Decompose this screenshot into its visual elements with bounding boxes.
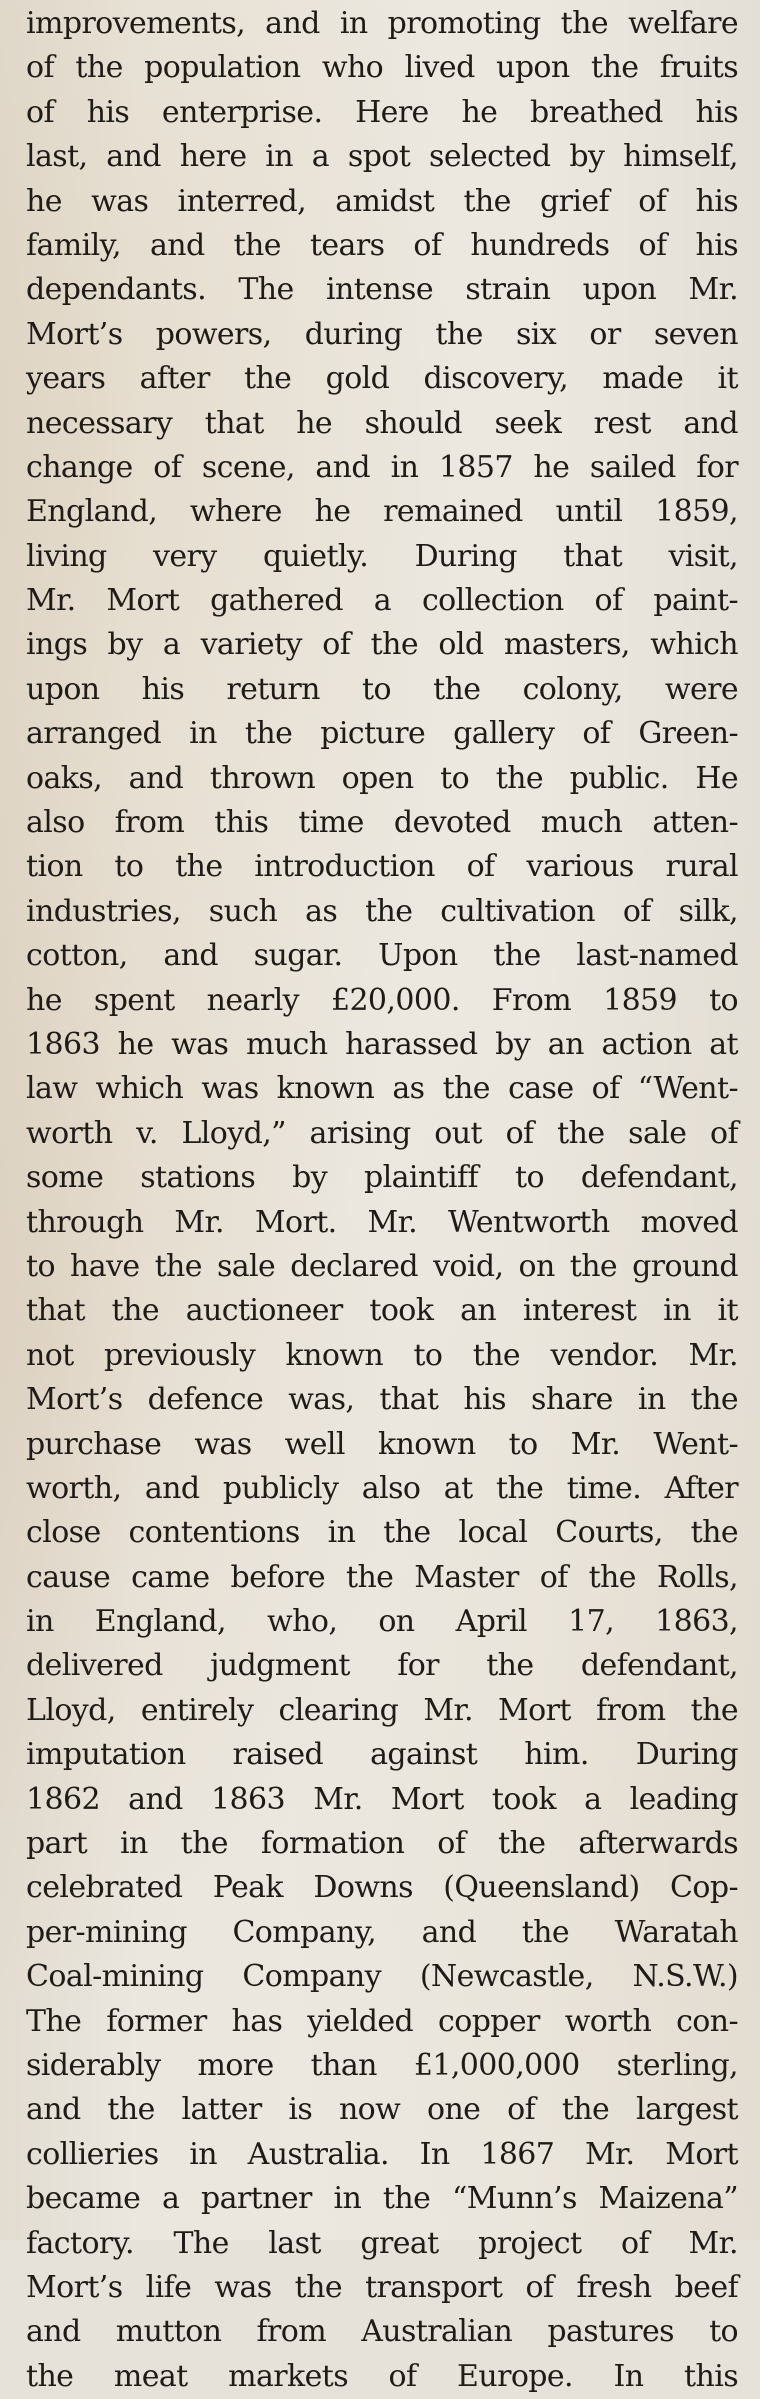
- text-line: of his enterprise. Here he breathed his: [26, 94, 738, 130]
- text-line: he spent nearly £20,000. From 1859 to: [26, 982, 738, 1018]
- text-line: not previously known to the vendor. Mr.: [26, 1337, 738, 1373]
- text-line: siderably more than £1,000,000 sterling,: [26, 2047, 738, 2083]
- text-line: 1863 he was much harassed by an action at: [26, 1026, 738, 1062]
- text-line: Lloyd, entirely clearing Mr. Mort from the: [26, 1692, 738, 1728]
- text-line: to have the sale declared void, on the ground: [26, 1248, 738, 1284]
- text-line: The former has yielded copper worth con-: [26, 2003, 738, 2039]
- text-line: England, where he remained until 1859,: [26, 494, 738, 530]
- text-line: factory. The last great project of Mr.: [26, 2225, 738, 2261]
- text-line: worth v. Lloyd,” arising out of the sale of: [26, 1115, 738, 1151]
- text-line: worth, and publicly also at the time. After: [26, 1470, 738, 1506]
- text-line: some stations by plaintiff to defendant,: [26, 1160, 738, 1196]
- text-line: years after the gold discovery, made it: [26, 361, 738, 397]
- text-line: per-mining Company, and the Waratah: [26, 1914, 738, 1950]
- text-line: that the auctioneer took an interest in it: [26, 1293, 738, 1329]
- text-line: arranged in the picture gallery of Green-: [26, 716, 738, 752]
- text-line: change of scene, and in 1857 he sailed for: [26, 449, 738, 485]
- text-line: Mort’s defence was, that his share in the: [26, 1382, 738, 1418]
- text-line: law which was known as the case of “Went-: [26, 1071, 738, 1107]
- text-line: 1862 and 1863 Mr. Mort took a leading: [26, 1781, 738, 1817]
- text-line: upon his return to the colony, were: [26, 671, 738, 707]
- text-line: in England, who, on April 17, 1863,: [26, 1604, 738, 1640]
- text-line: delivered judgment for the defendant,: [26, 1648, 738, 1684]
- text-line: part in the formation of the afterwards: [26, 1826, 738, 1862]
- text-line: industries, such as the cultivation of silk,: [26, 893, 738, 929]
- text-line: living very quietly. During that visit,: [26, 538, 738, 574]
- text-line: Coal-mining Company (Newcastle, N.S.W.): [26, 1959, 738, 1995]
- text-line: Mr. Mort gathered a collection of paint-: [26, 583, 738, 619]
- text-line: oaks, and thrown open to the public. He: [26, 760, 738, 796]
- text-line: last, and here in a spot selected by himself,: [26, 139, 738, 175]
- text-line: also from this time devoted much atten-: [26, 805, 738, 841]
- text-line: became a partner in the “Munn’s Maizena”: [26, 2181, 738, 2217]
- text-line: Mort’s life was the transport of fresh beef: [26, 2269, 738, 2305]
- text-line: celebrated Peak Downs (Queensland) Cop-: [26, 1870, 738, 1906]
- text-line: improvements, and in promoting the welfare: [26, 6, 738, 41]
- text-line: purchase was well known to Mr. Went-: [26, 1426, 738, 1462]
- text-line: ings by a variety of the old masters, which: [26, 627, 738, 663]
- text-line: close contentions in the local Courts, the: [26, 1515, 738, 1551]
- text-line: and mutton from Australian pastures to: [26, 2314, 738, 2350]
- text-line: necessary that he should seek rest and: [26, 405, 738, 441]
- text-line: dependants. The intense strain upon Mr.: [26, 272, 738, 308]
- text-line: of the population who lived upon the fruits: [26, 50, 738, 86]
- text-line: Mort’s powers, during the six or seven: [26, 316, 738, 352]
- text-line: collieries in Australia. In 1867 Mr. Mort: [26, 2136, 738, 2172]
- text-line: cotton, and sugar. Upon the last-named: [26, 938, 738, 974]
- text-line: tion to the introduction of various rural: [26, 849, 738, 885]
- text-line: cause came before the Master of the Rolls,: [26, 1559, 738, 1595]
- text-line: imputation raised against him. During: [26, 1737, 738, 1773]
- text-line: he was interred, amidst the grief of his: [26, 183, 738, 219]
- text-line: through Mr. Mort. Mr. Wentworth moved: [26, 1204, 738, 1240]
- body-text-column: [26, 2, 738, 2399]
- text-line: and the latter is now one of the largest: [26, 2092, 738, 2128]
- text-line: family, and the tears of hundreds of his: [26, 227, 738, 263]
- text-line: the meat markets of Europe. In this: [26, 2358, 738, 2394]
